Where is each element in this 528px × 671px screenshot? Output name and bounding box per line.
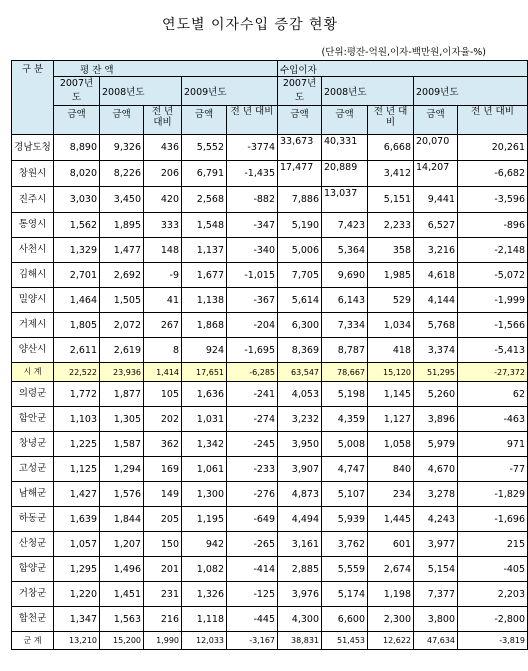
- cell: 358: [368, 238, 414, 263]
- row-name: 시 계: [12, 363, 54, 382]
- row-name: 하동군: [12, 507, 54, 532]
- cell: 3,762: [322, 532, 368, 557]
- cell: -241: [227, 382, 278, 407]
- table-row: [12, 313, 528, 338]
- header-2008: 2008년도: [100, 77, 182, 106]
- cell: -414: [227, 557, 278, 582]
- cell: 1,082: [182, 557, 227, 582]
- cell: 5,006: [278, 238, 322, 263]
- cell: -463: [458, 407, 528, 432]
- cell: 2,300: [368, 607, 414, 632]
- cell: 1,138: [182, 288, 227, 313]
- cell: 6,300: [278, 313, 322, 338]
- cell: 1,805: [54, 313, 100, 338]
- header-amount: 금액: [182, 106, 227, 135]
- cell: -5,072: [458, 263, 528, 288]
- cell: 942: [182, 532, 227, 557]
- cell: -5,413: [458, 338, 528, 363]
- table-row: [12, 582, 528, 607]
- cell: -274: [227, 407, 278, 432]
- row-name: 함안군: [12, 407, 54, 432]
- cell: 7,705: [278, 263, 322, 288]
- cell: 2,619: [100, 338, 144, 363]
- cell: 1,496: [100, 557, 144, 582]
- cell: 3,907: [278, 457, 322, 482]
- header-amount: 금액: [54, 106, 100, 135]
- cell: 3,977: [414, 532, 458, 557]
- cell: 1,305: [100, 407, 144, 432]
- cell: 20,261: [458, 135, 528, 161]
- cell: 924: [182, 338, 227, 363]
- table-row: [12, 607, 528, 632]
- header-yoy: 전 년 대비: [458, 106, 528, 135]
- cell: 1,451: [100, 582, 144, 607]
- cell: 5,614: [278, 288, 322, 313]
- cell: 14,207: [414, 161, 458, 187]
- cell: 4,359: [322, 407, 368, 432]
- cell: 5,979: [414, 432, 458, 457]
- cell: 9,326: [100, 135, 144, 161]
- cell: 3,374: [414, 338, 458, 363]
- cell: 1,587: [100, 432, 144, 457]
- cell: 5,151: [368, 187, 414, 213]
- cell: 20,889: [322, 161, 368, 187]
- cell: -1,999: [458, 288, 528, 313]
- cell: 5,190: [278, 213, 322, 238]
- cell: 3,976: [278, 582, 322, 607]
- cell: 4,670: [414, 457, 458, 482]
- cell: -882: [227, 187, 278, 213]
- cell: 1,347: [54, 607, 100, 632]
- cell: 12,622: [368, 632, 414, 650]
- cell: 4,243: [414, 507, 458, 532]
- cell: 3,450: [100, 187, 144, 213]
- row-name: 군 계: [12, 632, 54, 650]
- cell: 6,791: [182, 161, 227, 187]
- cell: 1,145: [368, 382, 414, 407]
- cell: 1,125: [54, 457, 100, 482]
- cell: 41: [144, 288, 182, 313]
- header-yoy: 전 년 대비: [368, 106, 414, 135]
- cell: 1,342: [182, 432, 227, 457]
- cell: 1,548: [182, 213, 227, 238]
- cell: 4,747: [322, 457, 368, 482]
- header-balance: 평 잔 액: [54, 61, 278, 77]
- table-row: [12, 161, 528, 187]
- cell: 362: [144, 432, 182, 457]
- cell: 62: [458, 382, 528, 407]
- row-name: 창녕군: [12, 432, 54, 457]
- header-2009-interest: 2009년도: [414, 77, 528, 106]
- cell: 4,618: [414, 263, 458, 288]
- cell: 529: [368, 288, 414, 313]
- subtotal-row: [12, 363, 528, 382]
- cell: 5,198: [322, 382, 368, 407]
- cell: 601: [368, 532, 414, 557]
- cell: 1,636: [182, 382, 227, 407]
- cell: 1,195: [182, 507, 227, 532]
- cell: 169: [144, 457, 182, 482]
- cell: -1,566: [458, 313, 528, 338]
- cell: 9,441: [414, 187, 458, 213]
- cell: 1,220: [54, 582, 100, 607]
- cell: 5,260: [414, 382, 458, 407]
- cell: 1,103: [54, 407, 100, 432]
- cell: -1,435: [227, 161, 278, 187]
- cell: 1,877: [100, 382, 144, 407]
- cell: 1,294: [100, 457, 144, 482]
- page-title: 연도별 이자수입 증감 현황: [161, 17, 339, 33]
- cell: 1,576: [100, 482, 144, 507]
- cell: 4,053: [278, 382, 322, 407]
- unit-note: (단위:평잔-억원,이자-백만원,이자율-%): [321, 47, 486, 58]
- cell: 1,207: [100, 532, 144, 557]
- header-2007-interest: 2007년도: [278, 77, 322, 106]
- cell: -233: [227, 457, 278, 482]
- cell: 1,562: [54, 213, 100, 238]
- cell: 205: [144, 507, 182, 532]
- cell: -896: [458, 213, 528, 238]
- cell: 17,651: [182, 363, 227, 382]
- cell: 2,674: [368, 557, 414, 582]
- cell: 8,020: [54, 161, 100, 187]
- cell: 1,329: [54, 238, 100, 263]
- cell: -3,596: [458, 187, 528, 213]
- cell: 1,225: [54, 432, 100, 457]
- cell: 1,127: [368, 407, 414, 432]
- cell: 1,300: [182, 482, 227, 507]
- cell: -6,285: [227, 363, 278, 382]
- cell: 13,210: [54, 632, 100, 650]
- cell: 215: [458, 532, 528, 557]
- row-name: 산청군: [12, 532, 54, 557]
- cell: 105: [144, 382, 182, 407]
- cell: 1,445: [368, 507, 414, 532]
- cell: 4,144: [414, 288, 458, 313]
- cell: 436: [144, 135, 182, 161]
- cell: -2,148: [458, 238, 528, 263]
- table-row: [12, 557, 528, 582]
- cell: 3,950: [278, 432, 322, 457]
- table-row: [12, 457, 528, 482]
- cell: -3,167: [227, 632, 278, 650]
- cell: 38,831: [278, 632, 322, 650]
- cell: 8: [144, 338, 182, 363]
- cell: -265: [227, 532, 278, 557]
- cell: 234: [368, 482, 414, 507]
- cell: -1,696: [458, 507, 528, 532]
- cell: -1,829: [458, 482, 528, 507]
- cell: -445: [227, 607, 278, 632]
- cell: 3,800: [414, 607, 458, 632]
- cell: 5,008: [322, 432, 368, 457]
- row-name: 남해군: [12, 482, 54, 507]
- total-row: [12, 632, 528, 650]
- cell: 7,377: [414, 582, 458, 607]
- cell: 3,161: [278, 532, 322, 557]
- cell: 267: [144, 313, 182, 338]
- header-amount: 금액: [414, 106, 458, 135]
- cell: 17,477: [278, 161, 322, 187]
- cell: 5,768: [414, 313, 458, 338]
- cell: 3,412: [368, 161, 414, 187]
- cell: 3,216: [414, 238, 458, 263]
- cell: 3,278: [414, 482, 458, 507]
- cell: 4,494: [278, 507, 322, 532]
- cell: 5,559: [322, 557, 368, 582]
- cell: 20,070: [414, 135, 458, 161]
- cell: 33,673: [278, 135, 322, 161]
- cell: 1,990: [144, 632, 182, 650]
- table-row: [12, 532, 528, 557]
- cell: 1,057: [54, 532, 100, 557]
- cell: -405: [458, 557, 528, 582]
- cell: 9,690: [322, 263, 368, 288]
- cell: 3,030: [54, 187, 100, 213]
- interest-income-table: [11, 60, 528, 650]
- cell: 23,936: [100, 363, 144, 382]
- cell: -347: [227, 213, 278, 238]
- cell: -125: [227, 582, 278, 607]
- cell: 1,563: [100, 607, 144, 632]
- header-2008-interest: 2008년도: [322, 77, 414, 106]
- row-name: 거창군: [12, 582, 54, 607]
- cell: -204: [227, 313, 278, 338]
- cell: -1,695: [227, 338, 278, 363]
- cell: 47,634: [414, 632, 458, 650]
- cell: 6,600: [322, 607, 368, 632]
- table-row: [12, 382, 528, 407]
- header-amount: 금액: [322, 106, 368, 135]
- cell: 5,107: [322, 482, 368, 507]
- cell: 1,677: [182, 263, 227, 288]
- cell: -367: [227, 288, 278, 313]
- cell: 3,896: [414, 407, 458, 432]
- cell: 7,886: [278, 187, 322, 213]
- cell: 6,527: [414, 213, 458, 238]
- header-yoy: 전 년 대비: [227, 106, 278, 135]
- cell: -276: [227, 482, 278, 507]
- cell: 6,668: [368, 135, 414, 161]
- cell: 3,232: [278, 407, 322, 432]
- cell: -2,800: [458, 607, 528, 632]
- cell: 2,885: [278, 557, 322, 582]
- cell: 7,334: [322, 313, 368, 338]
- cell: 1,198: [368, 582, 414, 607]
- cell: 1,295: [54, 557, 100, 582]
- cell: 1,985: [368, 263, 414, 288]
- cell: 5,154: [414, 557, 458, 582]
- header-gubun: 구 분: [12, 61, 54, 135]
- row-name: 고성군: [12, 457, 54, 482]
- cell: 8,369: [278, 338, 322, 363]
- row-name: 통영시: [12, 213, 54, 238]
- table-row: [12, 187, 528, 213]
- cell: -245: [227, 432, 278, 457]
- cell: -340: [227, 238, 278, 263]
- cell: 15,200: [100, 632, 144, 650]
- cell: 6,143: [322, 288, 368, 313]
- cell: 149: [144, 482, 182, 507]
- row-name: 사천시: [12, 238, 54, 263]
- cell: 1,477: [100, 238, 144, 263]
- cell: 2,568: [182, 187, 227, 213]
- table-row: [12, 213, 528, 238]
- row-name: 함양군: [12, 557, 54, 582]
- row-name: 창원시: [12, 161, 54, 187]
- cell: 1,326: [182, 582, 227, 607]
- cell: 8,226: [100, 161, 144, 187]
- cell: 420: [144, 187, 182, 213]
- cell: 5,939: [322, 507, 368, 532]
- cell: -27,372: [458, 363, 528, 382]
- row-name: 경남도청: [12, 135, 54, 161]
- header-amount: 금액: [100, 106, 144, 135]
- table-row: [12, 135, 528, 161]
- table-row: [12, 507, 528, 532]
- table-row: [12, 482, 528, 507]
- cell: 150: [144, 532, 182, 557]
- cell: 4,873: [278, 482, 322, 507]
- cell: 206: [144, 161, 182, 187]
- header-yoy: 전 년 대비: [144, 106, 182, 135]
- cell: -9: [144, 263, 182, 288]
- cell: 15,120: [368, 363, 414, 382]
- table-row: [12, 263, 528, 288]
- cell: 2,611: [54, 338, 100, 363]
- header-2009: 2009년도: [182, 77, 278, 106]
- cell: 13,037: [322, 187, 368, 213]
- cell: 5,552: [182, 135, 227, 161]
- cell: 1,895: [100, 213, 144, 238]
- cell: 1,844: [100, 507, 144, 532]
- cell: -3,819: [458, 632, 528, 650]
- table-row: [12, 288, 528, 313]
- cell: 840: [368, 457, 414, 482]
- cell: 63,547: [278, 363, 322, 382]
- cell: 4,300: [278, 607, 322, 632]
- cell: 22,522: [54, 363, 100, 382]
- cell: 202: [144, 407, 182, 432]
- table-row: [12, 407, 528, 432]
- cell: 216: [144, 607, 182, 632]
- cell: 5,364: [322, 238, 368, 263]
- cell: 40,331: [322, 135, 368, 161]
- cell: 1,031: [182, 407, 227, 432]
- cell: 1,034: [368, 313, 414, 338]
- header-amount: 금액: [278, 106, 322, 135]
- cell: -649: [227, 507, 278, 532]
- cell: 333: [144, 213, 182, 238]
- cell: 148: [144, 238, 182, 263]
- row-name: 합천군: [12, 607, 54, 632]
- table-row: [12, 238, 528, 263]
- cell: 51,453: [322, 632, 368, 650]
- cell: 5,174: [322, 582, 368, 607]
- row-name: 밀양시: [12, 288, 54, 313]
- cell: 1,772: [54, 382, 100, 407]
- cell: 1,427: [54, 482, 100, 507]
- cell: 2,203: [458, 582, 528, 607]
- cell: 2,233: [368, 213, 414, 238]
- row-name: 의령군: [12, 382, 54, 407]
- cell: -3774: [227, 135, 278, 161]
- cell: 1,639: [54, 507, 100, 532]
- row-name: 김해시: [12, 263, 54, 288]
- table-row: [12, 338, 528, 363]
- header-interest: 수입이자: [278, 61, 528, 77]
- cell: -6,682: [458, 161, 528, 187]
- table-row: [12, 432, 528, 457]
- header-2007: 2007년도: [54, 77, 100, 106]
- cell: 2,692: [100, 263, 144, 288]
- cell: 1,058: [368, 432, 414, 457]
- cell: 7,423: [322, 213, 368, 238]
- row-name: 거제시: [12, 313, 54, 338]
- cell: 1,464: [54, 288, 100, 313]
- row-name: 양산시: [12, 338, 54, 363]
- cell: 1,061: [182, 457, 227, 482]
- row-name: 진주시: [12, 187, 54, 213]
- cell: 418: [368, 338, 414, 363]
- cell: 1,414: [144, 363, 182, 382]
- cell: 1,118: [182, 607, 227, 632]
- cell: -1,015: [227, 263, 278, 288]
- cell: 12,033: [182, 632, 227, 650]
- cell: 1,868: [182, 313, 227, 338]
- cell: 78,667: [322, 363, 368, 382]
- cell: 51,295: [414, 363, 458, 382]
- cell: 1,137: [182, 238, 227, 263]
- cell: 231: [144, 582, 182, 607]
- cell: 971: [458, 432, 528, 457]
- cell: 8,890: [54, 135, 100, 161]
- cell: 2,701: [54, 263, 100, 288]
- cell: 8,787: [322, 338, 368, 363]
- cell: 201: [144, 557, 182, 582]
- cell: -77: [458, 457, 528, 482]
- cell: 2,072: [100, 313, 144, 338]
- cell: 1,505: [100, 288, 144, 313]
